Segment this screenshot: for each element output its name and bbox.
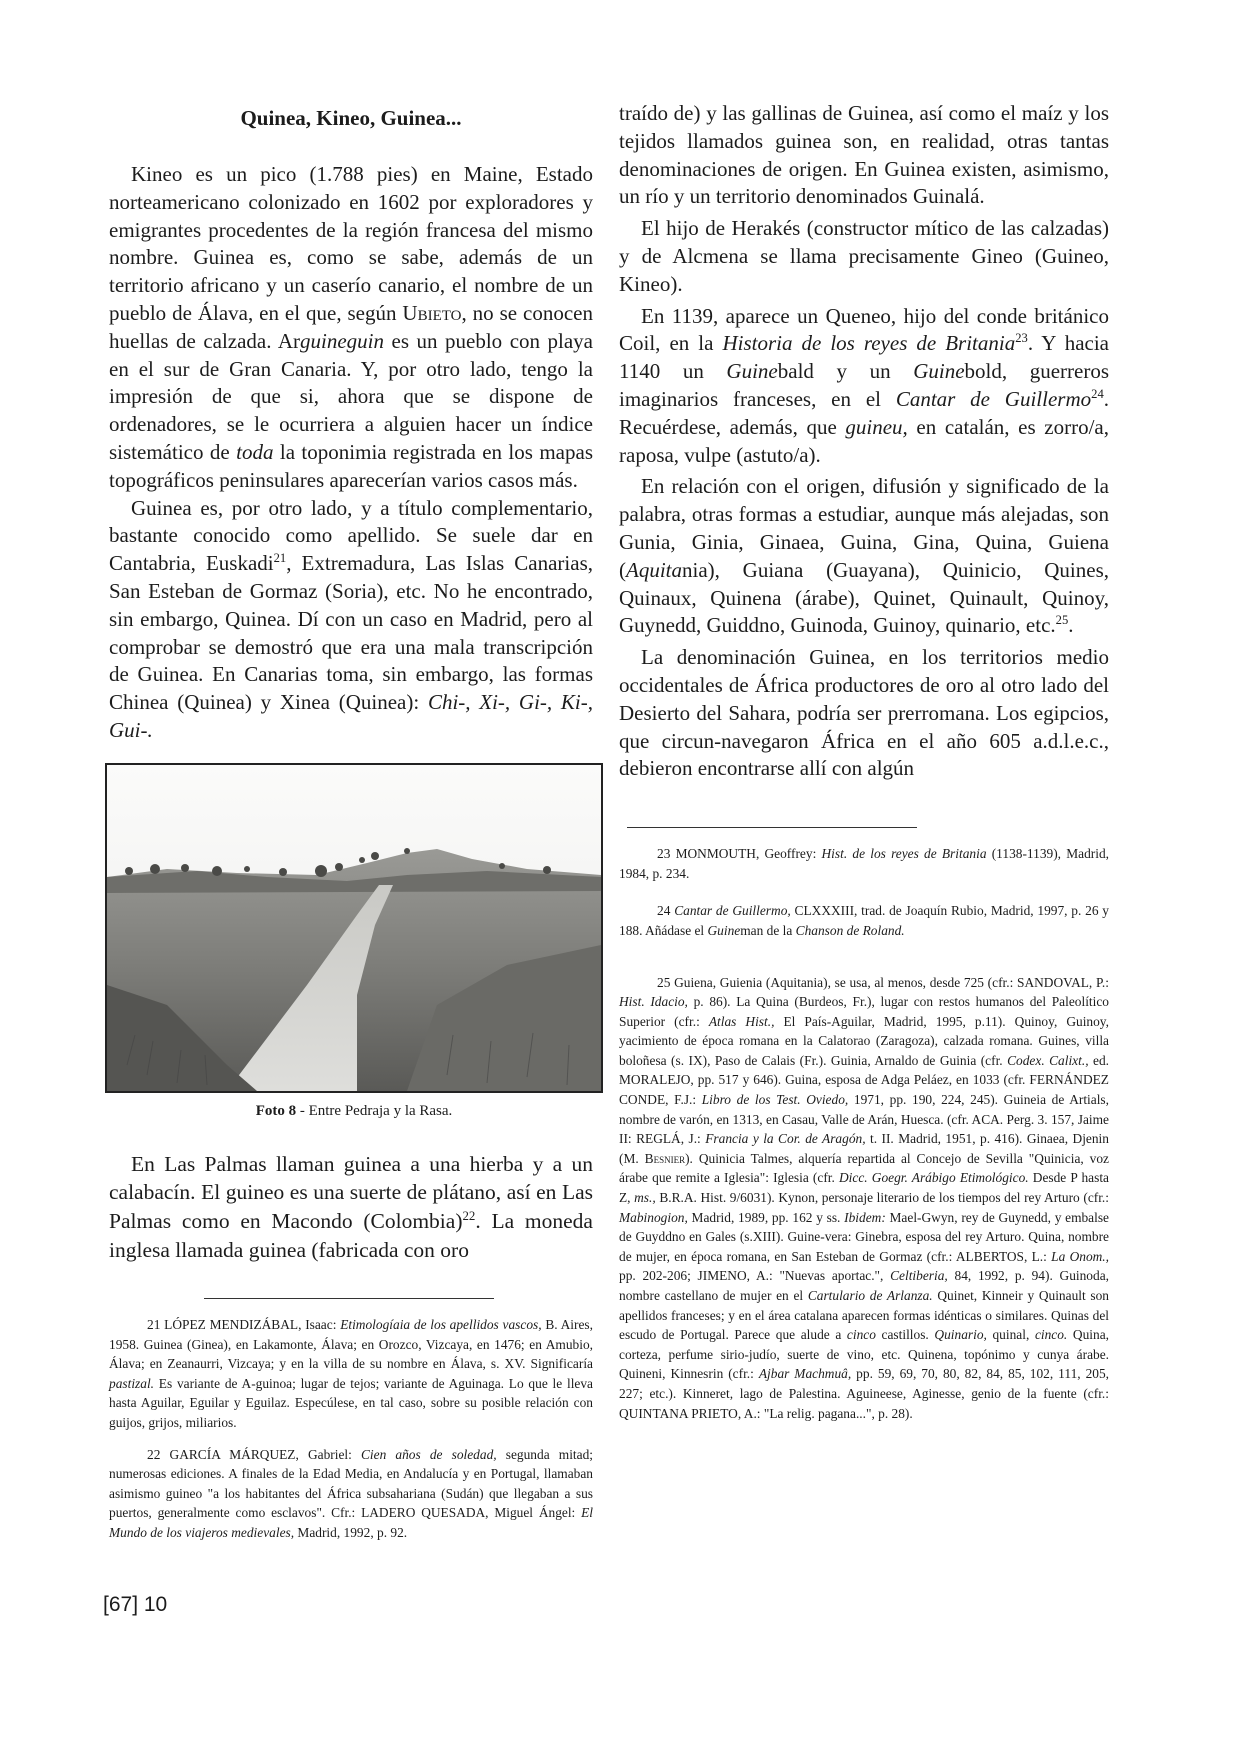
left-column xyxy=(109,100,593,1555)
footnote-23: 23 MONMOUTH, Geoffrey: Hist. de los reyes de Britania (1138-1139), Madrid, 1984, p. 234. xyxy=(619,846,1109,881)
paragraph-queneo: En 1139, aparece un Queneo, hijo del conde británico Coil, en la Historia de los reyes de Britania$^{23}$. Y hacia 1140 un Guinebald y un Guinebold, guerreros imaginarios franceses, en el Cantar de Guillermo$^{24}$. Recuérdese, además, que guineu, en catalán, es zorro/a, raposa, vulpe (astuto/a). xyxy=(619,303,1109,467)
footnote-22: 22 GARCÍA MÁRQUEZ, Gabriel: Cien años de soledad, segunda mitad; numerosas ediciones. A finales de la Edad Media, en Andalucía y en Portugal, llamaban asimismo guineo "a los habitantes del África subsahariana (Sudán) que llegaban a sus puertos, generalmente como esclavos". Cfr.: LADERO QUESADA, Miguel Ángel: El Mundo de los viajeros medievales, Madrid, 1992, p. 92. xyxy=(109,1446,593,1541)
paragraph-gallinas: traído de) y las gallinas de Guinea, así como el maíz y los tejidos llamados guinea son, en realidad, otras tantas denominaciones de origen. En Guinea existen, asimismo, un río y un territorio denominados Guinalá. xyxy=(619,101,1109,209)
footnote-ref-24: 24 xyxy=(1091,386,1104,401)
photo-figure xyxy=(105,763,603,1120)
landscape-photo xyxy=(105,763,603,1093)
footnote-ref-23: 23 xyxy=(1015,331,1028,346)
paragraph-apellido: Guinea es, por otro lado, y a título complementario, bastante conocido como apellido. Se suele dar en Cantabria, Euskadi$^{21}$, Extremadura, Las Islas Canarias, San Esteban de Gormaz (Soria), etc. No he encontrado, sin embargo, Quinea. Dí con un caso en Madrid, pero al comprobar se demostró que era una mala transcripción de Guinea. En Canarias toma, sin embargo, las formas Chinea (Quinea) y Xinea (Quinea): Chi-, Xi-, Gi-, Ki-, Gui-. xyxy=(109,495,593,742)
paragraph-denominacion: La denominación Guinea, en los territorios medio occidentales de África productores de oro al otro lado del Desierto del Sahara, podría ser prerromana. Los egipcios, que circun-navegaron África en el año 605 a.d.l.e.c., debieron encontrarse allí con algún xyxy=(619,645,1109,781)
footnote-ref-25: 25 xyxy=(1055,613,1069,628)
footnote-rule-right xyxy=(627,827,917,828)
field-path-photo-image xyxy=(107,765,601,1091)
paragraph-las-palmas: En Las Palmas llaman guinea a una hierba y a un calabacín. El guineo es una suerte de plátano, así en Las Palmas como en Macondo (Colombia)$^{22}$. La moneda inglesa llamada guinea (fabricada con oro xyxy=(109,1151,593,1262)
paragraph-herakes: El hijo de Herakés (constructor mítico de las calzadas) y de Alcmena se llama precisamente Gineo (Guineo, Kineo). xyxy=(619,216,1109,296)
page-number: [67] 10 xyxy=(103,1593,168,1616)
paragraph-kineo: Kineo es un pico (1.788 pies) en Maine, Estado norteamericano colonizado en 1602 por exploradores y emigrantes procedentes de la región francesa del mismo nombre. Guinea es, como se sabe, además de un territorio africano y un caserío canario, el nombre de un pueblo de Álava, en el que, según Ubieto, no se conocen huellas de calzada. Arguineguin es un pueblo con playa en el sur de Gran Canaria. Y, por otro lado, tengo la impresión de que si, ahora que se dispone de ordenadores, se le ocurriera a alguien hacer un índice sistemático de toda la toponimia registrada en los mapas topográficos peninsulares aparecerían varios casos más. xyxy=(109,162,593,492)
footnote-24: 24 Cantar de Guillermo, CLXXXIII, trad. de Joaquín Rubio, Madrid, 1997, p. 26 y 188. Añádase el Guineman de la Chanson de Roland. xyxy=(619,903,1109,938)
section-heading: Quinea, Kineo, Guinea... xyxy=(240,106,462,130)
footnote-25: 25 Guiena, Guienia (Aquitania), se usa, al menos, desde 725 (cfr.: SANDOVAL, P.: Hist. Idacio, p. 86). La Quina (Burdeos, Fr.), lugar con restos humanos del Paleolítico Superior (cfr.: Atlas Hist., El País-Aguilar, Madrid, 1995, p.11). Quinoy, Guinoy, yacimiento de época romana en la Calatorao (Zaragoza), calzada romana. Guines, villa boloñesa (s. IX), Paso de Calais (Fr.). Guinia, Arnaldo de Guinia (cfr. Codex. Calixt., ed. MORALEJO, pp. 517 y 646). Guina, esposa de Adga Peláez, en 1033 (cfr. FERNÁNDEZ CONDE, F.J.: Libro de los Test. Oviedo, 1971, pp. 190, 224, 245). Guineia de Artials, nombre de varón, en 1313, en Casau, Valle de Arán, Huesca. (cfr. ACA. Perg. 3. 157, Jaime II: REGLÁ, J.: Francia y la Cor. de Aragón, t. II. Madrid, 1951, p. 416). Ginaea, Djenin (M. Besnier). Quinicia Talmes, alquería repartida al Concejo de Sevilla "Quinicia, voz árabe que remite a Iglesia": Iglesia (cfr. Dicc. Goegr. Arábigo Etimológico. Desde P hasta Z, ms., B.R.A. Hist. 9/6031). Kynon, personaje literario de los tiempos del rey Arturo (cfr.: Mabinogion, Madrid, 1989, pp. 162 y ss. Ibidem: Mael-Gwyn, rey de Guynedd, y embalse de Guyddno en Gales (s.XIII). Guine-vera: Ginebra, esposa del rey Arturo. Quina, nombre de mujer, en época romana, en San Esteban de Gormaz (cfr.: ALBERTOS, L.: La Onom., pp. 202-206; JIMENO, A.: "Nuevas aportac.", Celtiberia, 84, 1992, p. 94). Guinoda, nombre castellano de mujer en el Cartulario de Arlanza. Quinet, Kinneir y Quinault son apellidos franceses; y en el área catalana aparecen formas idénticas o similares. Quinas del escudo de Portugal. Parece que alude a cinco castillos. Quinario, quinal, cinco. Quina, corteza, perfume sirio-judío, suerte de vino, etc. Quinena, topónimo y cunya árabe. Quineni, Kinnesrin (cfr.: Ajbar Machmuâ, pp. 59, 69, 70, 80, 82, 84, 85, 102, 111, 205, 227; etc.). Kinneret, lago de Palestina. Aguineese, Aginesse, genio de la fuente (cfr.: QUINTANA PRIETO, A.: "La relig. pagana...", p. 28). xyxy=(619,974,1110,1421)
footnote-ref-21: 21 xyxy=(273,551,287,566)
right-column xyxy=(619,100,1109,1435)
paragraph-formas: En relación con el origen, difusión y significado de la palabra, otras formas a estudiar, aunque más alejadas, son Gunia, Ginia, Ginaea, Guina, Gina, Quina, Guiena (Aquitania), Guiana (Guayana), Quinicio, Quines, Quinaux, Quinena (árabe), Quinet, Quinault, Quinoy, Guynedd, Guiddno, Guinoda, Guinoy, quinario, etc.$^{25}$. xyxy=(619,474,1109,638)
footnote-rule xyxy=(204,1298,494,1299)
footnote-ref-22: 22 xyxy=(462,1208,476,1223)
footnote-21: 21 LÓPEZ MENDIZÁBAL, Isaac: Etimologíaia de los apellidos vascos, B. Aires, 1958. Guinea (Ginea), en Lakamonte, Álava; en Orozco, Vizcaya, en 1476; en Amubio, Álava; en Zeanaurri, Vizcaya; y en la villa de su nombre en Álava, s. XV. Significaría pastizal. Es variante de A-guinoa; lugar de tejos; variante de Aguinaga. Lo que le lleva hasta Aguilar, Eguilar y Eguilaz. Especúlese, en tal caso, sobre su posible relación con guijos, grijos, miliarios. xyxy=(109,1317,593,1431)
photo-caption: Foto 8 - Entre Pedraja y la Rasa. xyxy=(255,1102,453,1119)
